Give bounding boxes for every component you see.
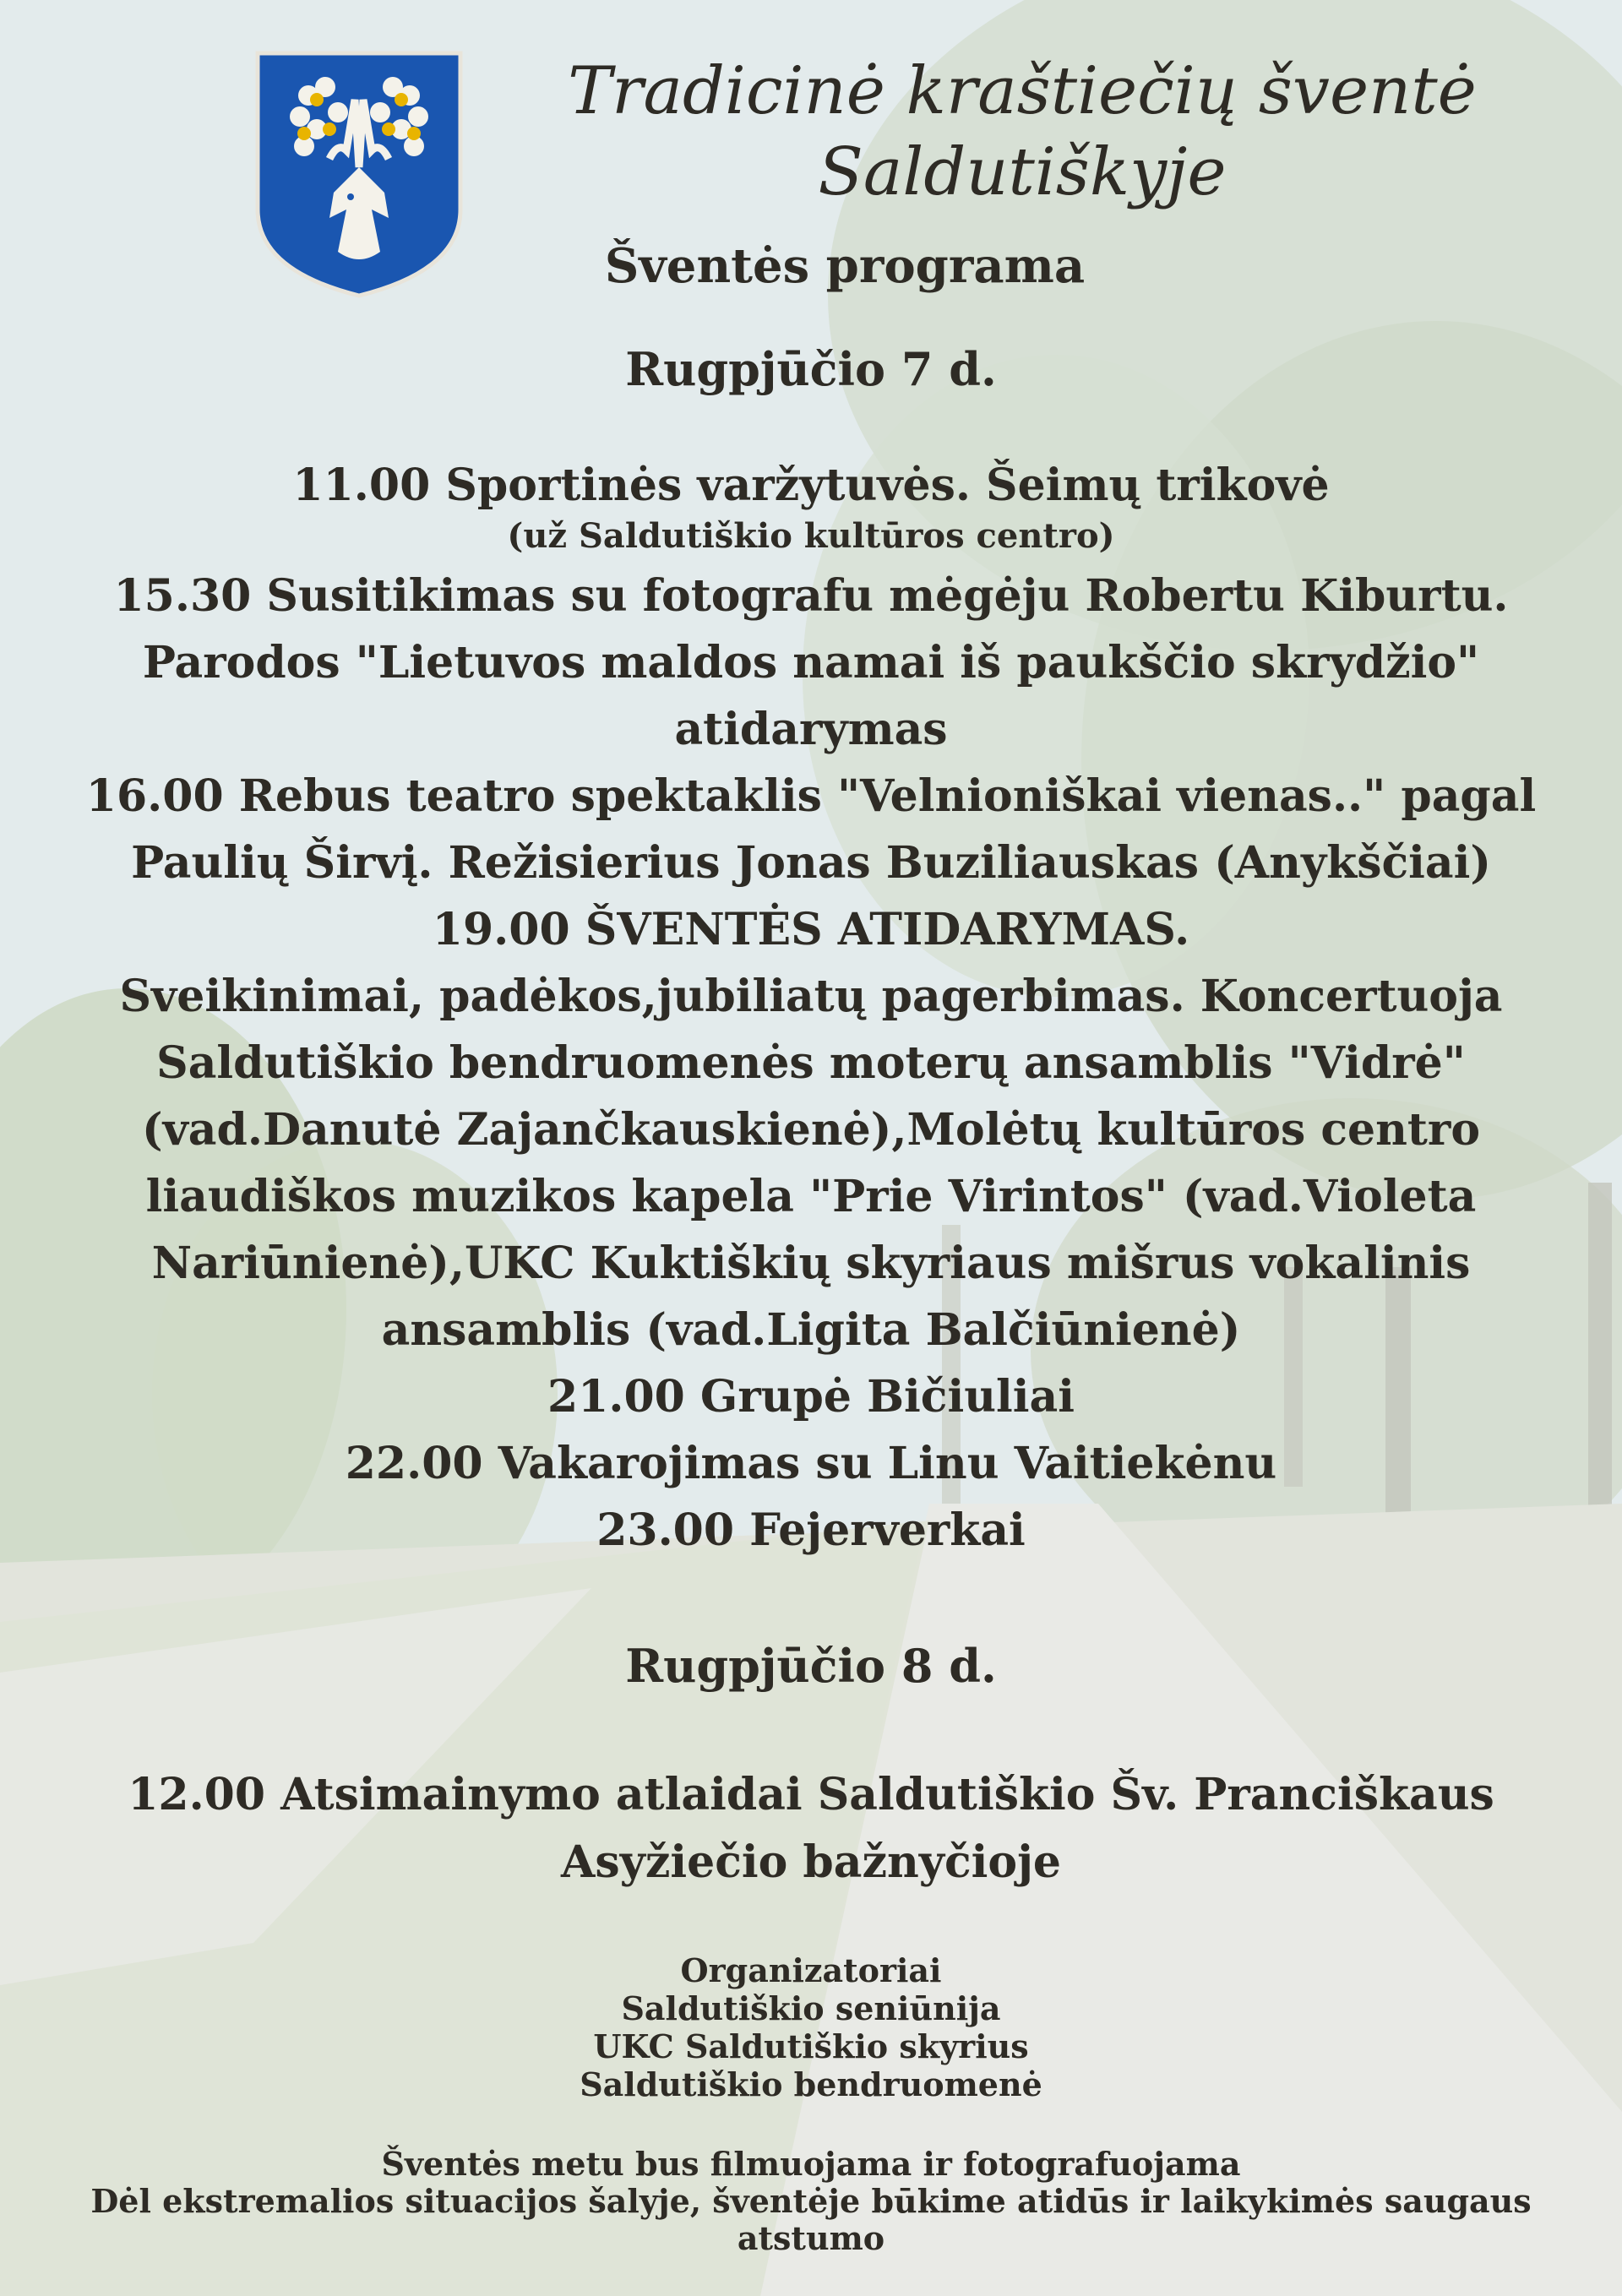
note-line: Dėl ekstremalios situacijos šalyje, šventėje būkime atidūs ir laikykimės saugaus	[90, 2182, 1532, 2220]
program-line: (vad.Danutė Zajančkauskienė),Molėtų kultūros centro	[141, 1104, 1481, 1156]
day1-program	[68, 452, 1554, 1564]
program-line: 12.00 Atsimainymo atlaidai Saldutiškio Šv. Pranciškaus	[128, 1769, 1494, 1820]
program-line: Paulių Širvį. Režisierius Jonas Buziliauskas (Anykščiai)	[131, 837, 1491, 889]
program-line: Saldutiškio bendruomenės moterų ansamblis "Vidrė"	[156, 1037, 1466, 1089]
title-line-1: Tradicinė kraštiečių šventė	[568, 53, 1477, 129]
program-heading: Šventės programa	[604, 238, 1086, 294]
program-line: 19.00 ŠVENTĖS ATIDARYMAS.	[432, 904, 1190, 955]
page-title	[473, 51, 1571, 213]
program-line: atidarymas	[674, 704, 948, 755]
program-line: Parodos "Lietuvos maldos namai iš paukščio skrydžio"	[142, 637, 1480, 688]
organizers-heading: Organizatoriai	[680, 1951, 942, 1989]
organizer-item: Saldutiškio seniūnija	[621, 1989, 1001, 2027]
program-line: Nariūnienė),UKC Kuktiškių skyriaus mišrus vokalinis	[151, 1238, 1471, 1289]
program-line: 21.00 Grupė Bičiuliai	[547, 1371, 1075, 1423]
program-line: liaudiškos muzikos kapela "Prie Virintos" (vad.Violeta	[145, 1171, 1477, 1222]
day1-date: Rugpjūčio 7 d.	[625, 342, 997, 396]
notes	[51, 2146, 1571, 2257]
organizer-item: Saldutiškio bendruomenė	[580, 2065, 1042, 2103]
note-line: Šventės metu bus filmuojama ir fotografuojama	[381, 2145, 1241, 2183]
day2-program	[68, 1761, 1554, 1896]
program-line: ansamblis (vad.Ligita Balčiūnienė)	[381, 1304, 1241, 1356]
program-line: 11.00 Sportinės varžytuvės. Šeimų trikovė	[292, 460, 1330, 511]
day2-date: Rugpjūčio 8 d.	[625, 1639, 997, 1693]
program-line: 15.30 Susitikimas su fotografu mėgėju Robertu Kiburtu.	[113, 570, 1509, 622]
note-line: atstumo	[737, 2219, 885, 2257]
program-line: 16.00 Rebus teatro spektaklis "Velnioniškai vienas.." pagal	[85, 770, 1537, 822]
organizers	[0, 1951, 1622, 2103]
program-line: Asyžiečio bažnyčioje	[560, 1836, 1061, 1888]
organizer-item: UKC Saldutiškio skyrius	[593, 2027, 1029, 2065]
title-line-2: Saldutiškyje	[818, 134, 1227, 210]
program-line: 23.00 Fejerverkai	[596, 1504, 1026, 1556]
program-line: 22.00 Vakarojimas su Linu Vaitiekėnu	[345, 1438, 1277, 1489]
program-note: (už Saldutiškio kultūros centro)	[507, 516, 1115, 556]
program-line: Sveikinimai, padėkos,jubiliatų pagerbimas. Koncertuoja	[119, 971, 1503, 1022]
